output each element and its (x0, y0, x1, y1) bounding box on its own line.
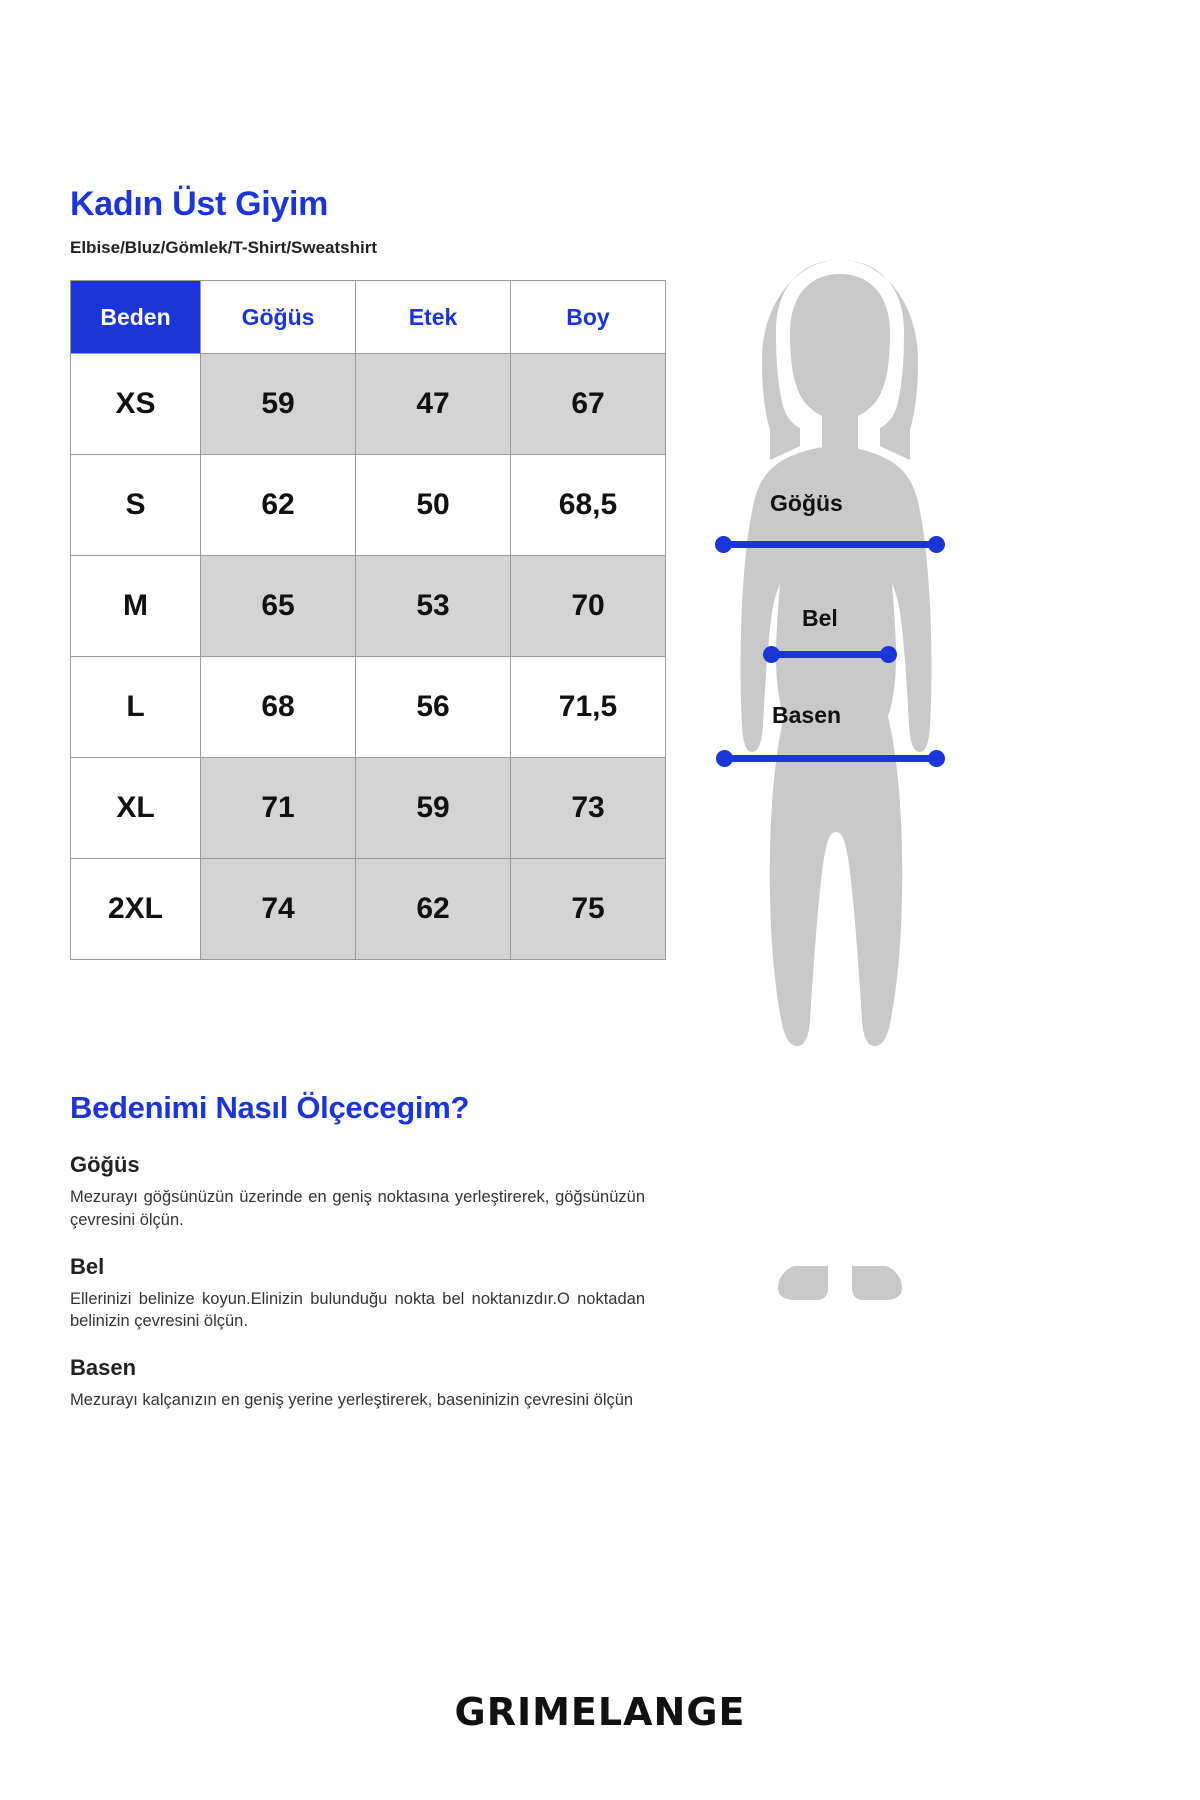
measure-text-gogus: Mezurayı göğsünüzün üzerinde en geniş noktasına yerleştirerek, göğsünüzün çevresini ölçün. (70, 1188, 645, 1229)
cell-beden: 2XL (71, 859, 201, 960)
measure-text-basen: Mezurayı kalçanızın en geniş yerine yerleştirerek, baseninizin çevresini ölçün (70, 1391, 634, 1410)
cell-boy: 71,5 (511, 657, 666, 758)
cell-etek: 56 (356, 657, 511, 758)
page-subtitle: Elbise/Bluz/Gömlek/T-Shirt/Sweatshirt (70, 238, 378, 257)
cell-gogus: 74 (201, 859, 356, 960)
cell-beden: XS (71, 354, 201, 455)
page-title: Kadın Üst Giyim (70, 185, 329, 223)
cell-gogus: 62 (201, 455, 356, 556)
table-row (71, 455, 666, 556)
column-header-boy: Boy (511, 281, 666, 354)
cell-etek: 53 (356, 556, 511, 657)
measure-dot-basen-left (716, 750, 733, 767)
cell-etek: 47 (356, 354, 511, 455)
table-header-row (71, 281, 666, 354)
cell-beden: L (71, 657, 201, 758)
cell-etek: 59 (356, 758, 511, 859)
size-table-head (71, 281, 666, 354)
table-row (71, 859, 666, 960)
measure-text-bel: Ellerinizi belinize koyun.Elinizin bulunduğu nokta bel noktanızdır.O noktadan belinizin çevresini ölçün. (70, 1289, 645, 1331)
figure-label-gogus: Göğüs (770, 490, 843, 516)
measure-block-gogus (70, 1152, 670, 1232)
cell-boy: 67 (511, 354, 666, 455)
table-row (71, 354, 666, 455)
size-table-body (71, 354, 666, 960)
column-header-etek: Etek (356, 281, 511, 354)
measure-heading-gogus: Göğüs (70, 1152, 140, 1177)
cell-etek: 50 (356, 455, 511, 556)
cell-etek: 62 (356, 859, 511, 960)
cell-gogus: 65 (201, 556, 356, 657)
measure-dot-bel-left (763, 646, 780, 663)
cell-gogus: 71 (201, 758, 356, 859)
column-header-beden: Beden (71, 281, 201, 354)
cell-beden: M (71, 556, 201, 657)
table-row (71, 556, 666, 657)
measure-dot-gogus-left (715, 536, 732, 553)
measure-heading-bel: Bel (70, 1253, 105, 1279)
cell-boy: 68,5 (511, 455, 666, 556)
size-table-section (70, 185, 670, 960)
cell-gogus: 68 (201, 657, 356, 758)
measure-heading-basen: Basen (70, 1355, 137, 1381)
table-row (71, 657, 666, 758)
measure-block-bel (70, 1254, 670, 1334)
how-to-measure-section (70, 1090, 670, 1434)
measure-dot-gogus-right (928, 536, 945, 553)
female-silhouette-icon (690, 250, 990, 1350)
measure-block-basen (70, 1355, 670, 1412)
size-table (70, 280, 666, 960)
measure-line-gogus (722, 541, 935, 548)
cell-boy: 75 (511, 859, 666, 960)
table-row (71, 758, 666, 859)
cell-boy: 70 (511, 556, 666, 657)
column-header-gogus: Göğüs (201, 281, 356, 354)
measure-dot-basen-right (928, 750, 945, 767)
figure-label-bel: Bel (802, 605, 838, 631)
figure-label-basen: Basen (772, 702, 842, 728)
cell-boy: 73 (511, 758, 666, 859)
cell-beden: S (71, 455, 201, 556)
measure-line-bel (770, 651, 888, 658)
body-figure (690, 250, 1130, 1450)
measure-line-basen (723, 755, 935, 762)
brand-logo: GRIMELANGE (454, 1690, 746, 1734)
how-to-measure-title: Bedenimi Nasıl Ölçecegim? (70, 1090, 470, 1125)
cell-gogus: 59 (201, 354, 356, 455)
measure-dot-bel-right (880, 646, 897, 663)
cell-beden: XL (71, 758, 201, 859)
